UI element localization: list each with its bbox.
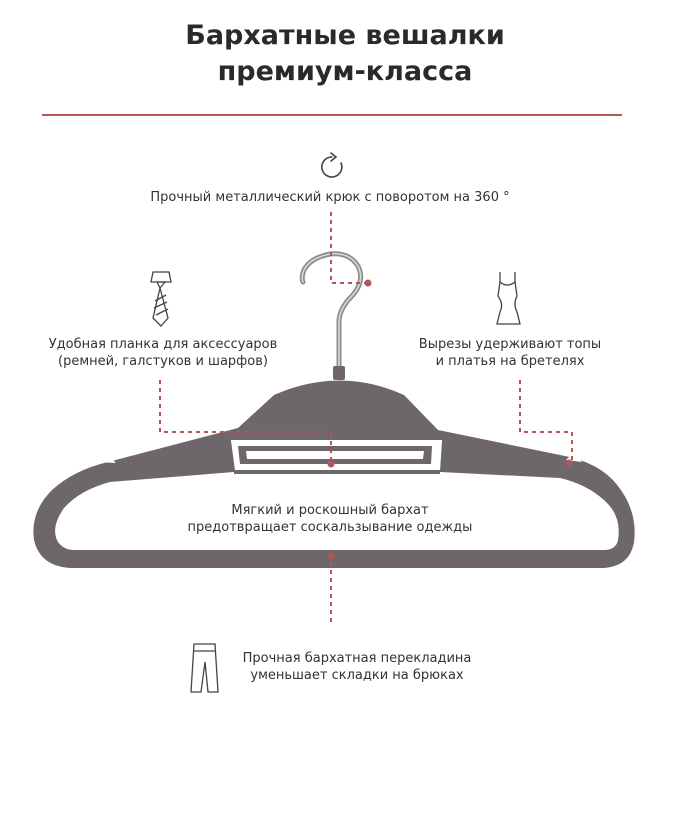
crossbar-feature-line-2: уменьшает складки на брюках (250, 668, 464, 683)
rotate-icon (322, 153, 342, 177)
crossbar-feature-label (232, 650, 482, 684)
dress-icon (497, 272, 520, 324)
velvet-feature-line-1: Мягкий и роскошный бархат (231, 503, 429, 518)
notches-feature-label (412, 336, 608, 370)
title-line-2: премиум-класса (217, 56, 473, 87)
velvet-feature-line-2: предотвращает соскальзывание одежды (187, 520, 473, 535)
hanger-body (33, 381, 634, 569)
velvet-feature-label (180, 502, 480, 536)
hook-feature-label (148, 189, 512, 206)
hanger-hook (302, 254, 360, 380)
crossbar-feature-line-1: Прочная бархатная перекладина (242, 651, 472, 666)
notches-feature-line-2: и платья на бретелях (435, 354, 585, 369)
trousers-icon (191, 644, 218, 692)
title-line-1: Бархатные вешалки (185, 20, 505, 51)
bar-feature-line-1: Удобная планка для аксессуаров (48, 337, 278, 352)
notches-feature-line-1: Вырезы удерживают топы (418, 337, 602, 352)
bar-feature-label (40, 336, 286, 370)
tie-icon (151, 272, 171, 326)
hook-feature-text: Прочный металлический крюк с поворотом на 360 ° (150, 190, 510, 205)
bar-feature-line-2: (ремней, галстуков и шарфов) (58, 354, 268, 369)
